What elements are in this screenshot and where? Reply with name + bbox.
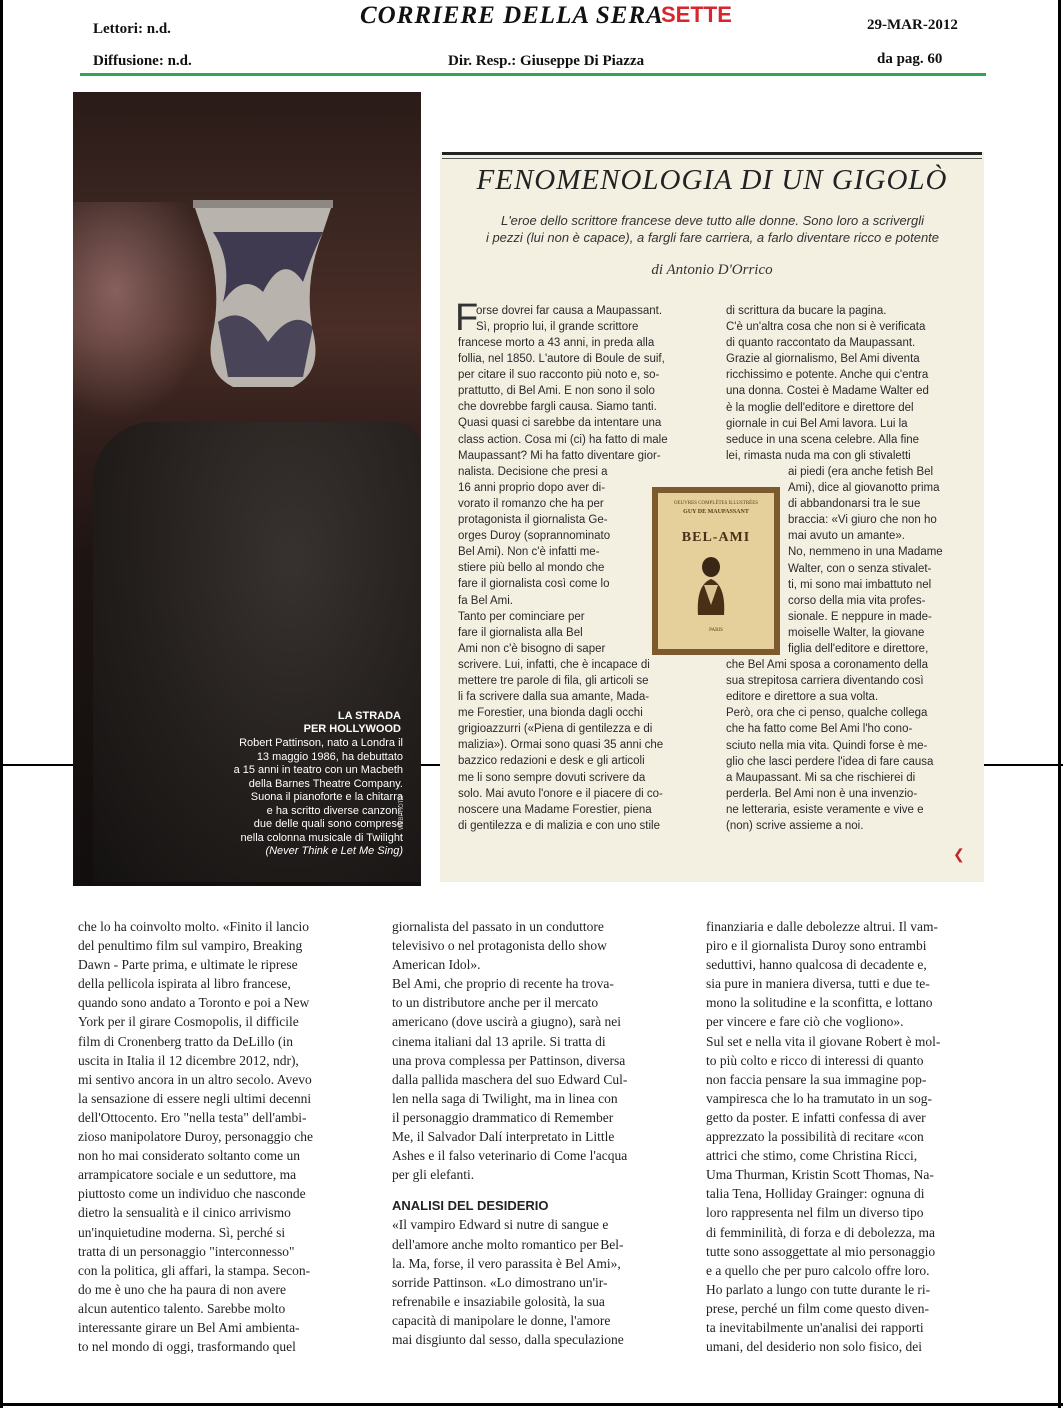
article-top-rule [442, 152, 982, 155]
article-byline: di Antonio D'Orrico [651, 262, 773, 278]
article-column-1a: orse dovrei far causa a Maupassant. Sì, proprio lui, il grande scrittore [476, 305, 663, 334]
section-heading: ANALISI DEL DESIDERIO [392, 1198, 549, 1214]
director-label: Dir. Resp.: Giuseppe Di Piazza [448, 53, 645, 69]
vase-illustration [173, 192, 353, 392]
masthead-logo: CORRIERE DELLA SERA [360, 2, 664, 29]
lower-column-1: che lo ha coinvolto molto. «Finito il lancio del penultimo film sul vampiro, Breaking Dawn - Parte prima, e ultimate le riprese della pellicola ispirata al libro francese, quando sono andato a Toronto e poi a New York per il girare Cosmopolis, il difficile film di Cronenberg tratto da DeLillo (in uscita in Italia il 12 dicembre 2012, ndr), mi sentivo ancora in un altro secolo. Avevo la sensazione di essere negli ultimi decenni dell'Ottocento. Ero "nella testa" dell'ambi- zioso manipolatore Duroy, personaggio che non ho mai considerato soltanto come un arrampicatore sociale e un seduttore, ma piuttosto come un individuo che nasconde dietro la sensualità e il cinico arrivismo un'inquietudine moderna. Sì, perché si tratta di un personaggio "interconnesso" con la politica, gli affari, la stampa. Secon- do me è uno che ha paura di non avere alcun autentico talento. Sarebbe molto interessante girare un Bel Ami ambienta- to nel mondo di oggi, trasformando quel [78, 919, 313, 1355]
page-border-bottom [0, 1403, 1063, 1406]
drop-cap: F [455, 297, 479, 339]
header-rule [80, 73, 986, 76]
page-reference: da pag. 60 [877, 51, 943, 67]
book-cover-imprint: PARIS [709, 628, 723, 633]
date-label: 29-MAR-2012 [867, 17, 958, 33]
book-cover-series: OEUVRES COMPLÈTES ILLUSTRÉES [673, 501, 759, 506]
book-cover-title: BEL-AMI [681, 530, 751, 545]
lettori-label: Lettori: n.d. [93, 21, 171, 37]
lower-column-2: giornalista del passato in un conduttore televisivo o nel protagonista dello show American Idol». Bel Ami, che proprio di recente ha trova- to un distributore anche per il mercato americano (dove uscirà a giugno), sarà nei cinema italiani dal 13 aprile. Si tratta di una prova complessa per Pattinson, diversa dalla pallida maschera del suo Edward Cul- len nella saga di Twilight, ma in linea con il personaggio drammatico di Remember Me, il Salvador Dalí interpretato in Little Ashes e il falso veterinario di Come l'acqua per gli elefanti. ANALISI DEL DESIDERIO «Il vampiro Edward si nutre di sangue e dell'amore anche molto romantico per Bel- la. Ma, forse, il vero parassita è Bel Ami», sorride Pattinson. «Lo dimostrano un'ir- refrenabile e insaziabile golosità, la sua capacità di manipolare le donne, l'amore mai disgiunto dal sesso, dalla speculazione [392, 919, 628, 1347]
article-column-2: di scrittura da bucare la pagina. C'è un'altra cosa che non si è verificata di quanto raccontato da Maupassant. Grazie al giornalismo, Bel Ami diventa ricchissimo e potente. Anche qui c'entra una donna. Costei è Madame Walter ed è la moglie dell'editore e direttore del giornale in cui Bel Ami lavora. Lui la seduce in una scena celebre. Alla fine lei, rimasta nuda ma con gli stivaletti ai piedi (era anche fetish Bel Ami), dice al giovanotto prima di abbandonarsi tra le sue braccia: «Vi giuro che non ho mai avuto un amante». No, nemmeno in una Madame Walter, con o senza stivalet- ti, mi sono mai imbattuto nel corso della mia vita profes- sionale. E neppure in made- moiselle Walter, la giovane figlia dell'editore e direttore, che Bel Ami sposa a coronamento della sua strepitosa carriera diventando così editore e direttore a sua volta. Però, ora che ci penso, qualche collega che ha fatto come Bel Ami l'ho cono- sciuto nella mia vita. Quindi forse è me- glio che lasci perdere l'idea di fare causa a Maupassant. Mi sa che rischierei di perderla. Bel Ami non è una invenzio- ne letteraria, esiste veramente e vive e (non) scrive assieme a noi. [726, 305, 943, 832]
photo-caption: Robert Pattinson, nato a Londra il 13 maggio 1986, ha debuttato a 15 anni in teatro con un Macbeth della Barnes Theatre Company. Suona il pianoforte e la chitarra e ha scritto diverse canzoni, due delle quali sono comprese nella colonna musicale di Twilight (Never Think e Let Me Sing) [233, 737, 403, 857]
article-title: FENOMENOLOGIA DI UN GIGOLÒ [476, 164, 948, 196]
photo-pattinson [73, 92, 421, 886]
diffusione-label: Diffusione: n.d. [93, 53, 192, 69]
lower-column-3: finanziaria e dalle debolezze altrui. Il vam- piro e il giornalista Duroy sono entrambi seduttivi, hanno qualcosa di decadente e, sia pure in maniera diversa, tutti e due te- mono la solitudine e la sconfitta, e lottano per vincere e fare ciò che vogliono». Sul set e nella vita il giovane Robert è mol- to più colto e ricco di interessi di quanto non faccia pensare la sua immagine pop- vampiresca che lo ha tramutato in un sog- getto da poster. E infatti confessa di aver apprezzato la possibilità di recitare «con attrici che stimo, come Christina Ricci, Uma Thurman, Kristin Scott Thomas, Na- talia Tena, Holliday Grainger: ognuna di loro rappresenta nel film un diverso tipo di femminilità, di forza e di debolezza, ma tutte sono assoggettate al mio personaggio e a quello che per puro calcolo offre loro. Ho parlato a lungo con tutte durante le ri- prese, perché un film come questo diven- ta inevitabilmente un'analisi dei rapporti umani, del desiderio non solo fisico, dei [706, 919, 941, 1355]
photo-caption-title: LA STRADA PER HOLLYWOOD [303, 710, 401, 735]
book-cover-author: GUY DE MAUPASSANT [683, 509, 749, 515]
article-top-rule-thin [442, 158, 982, 159]
page-border-left [0, 0, 3, 1408]
photo-credit: WEBPHOTO [399, 795, 405, 830]
article-column-1b: francese morto a 43 anni, in preda alla follia, nel 1850. L'autore di Boule de suif, per citare il suo racconto più noto e, so- prattutto, di Bel Ami. E non sono il solo che dovrebbe fargli causa. Siamo tanti. Quasi quasi ci sarebbe da intentare una class action. Cosa mi (ci) ha fatto di male Maupassant? Mi ha fatto diventare gior- nalista. Decisione che presi a 16 anni proprio dopo aver di- vorato il romanzo che ha per protagonista il giornalista Ge- orges Duroy (soprannominato Bel Ami). Non c'è infatti me- stiere più bello al mondo che fare il giornalista così come lo fa Bel Ami. Tanto per cominciare per fare il giornalista alla Bel Ami non c'è bisogno di saper scrivere. Lui, infatti, che è incapace di mettere tre parole di fila, gli articoli se li fa scrivere dalla sua amante, Mada- me Forestier, una bionda dagli occhi grigioazzurri («Piena di gentilezza e di malizia»). Ormai sono quasi 35 anni che bazzico redazioni e desk e gli articoli me li sono sempre dovuti scrivere da solo. Mai avuto l'onore e il piacere di co- noscere una Madame Forestier, piena di gentilezza e di malizia e con uno stile [458, 337, 668, 832]
book-cover-portrait-icon [690, 555, 732, 615]
article-subtitle: L'eroe dello scrittore francese deve tutto alle donne. Sono loro a scrivergli i pezzi (lui non è capace), a fargli fare carriera, a farlo diventare ricco e potente [485, 213, 940, 245]
end-of-article-arrow-icon: ❮ [953, 846, 965, 862]
page-border-right [1058, 0, 1061, 1408]
sette-logo: SETTE [661, 2, 732, 27]
